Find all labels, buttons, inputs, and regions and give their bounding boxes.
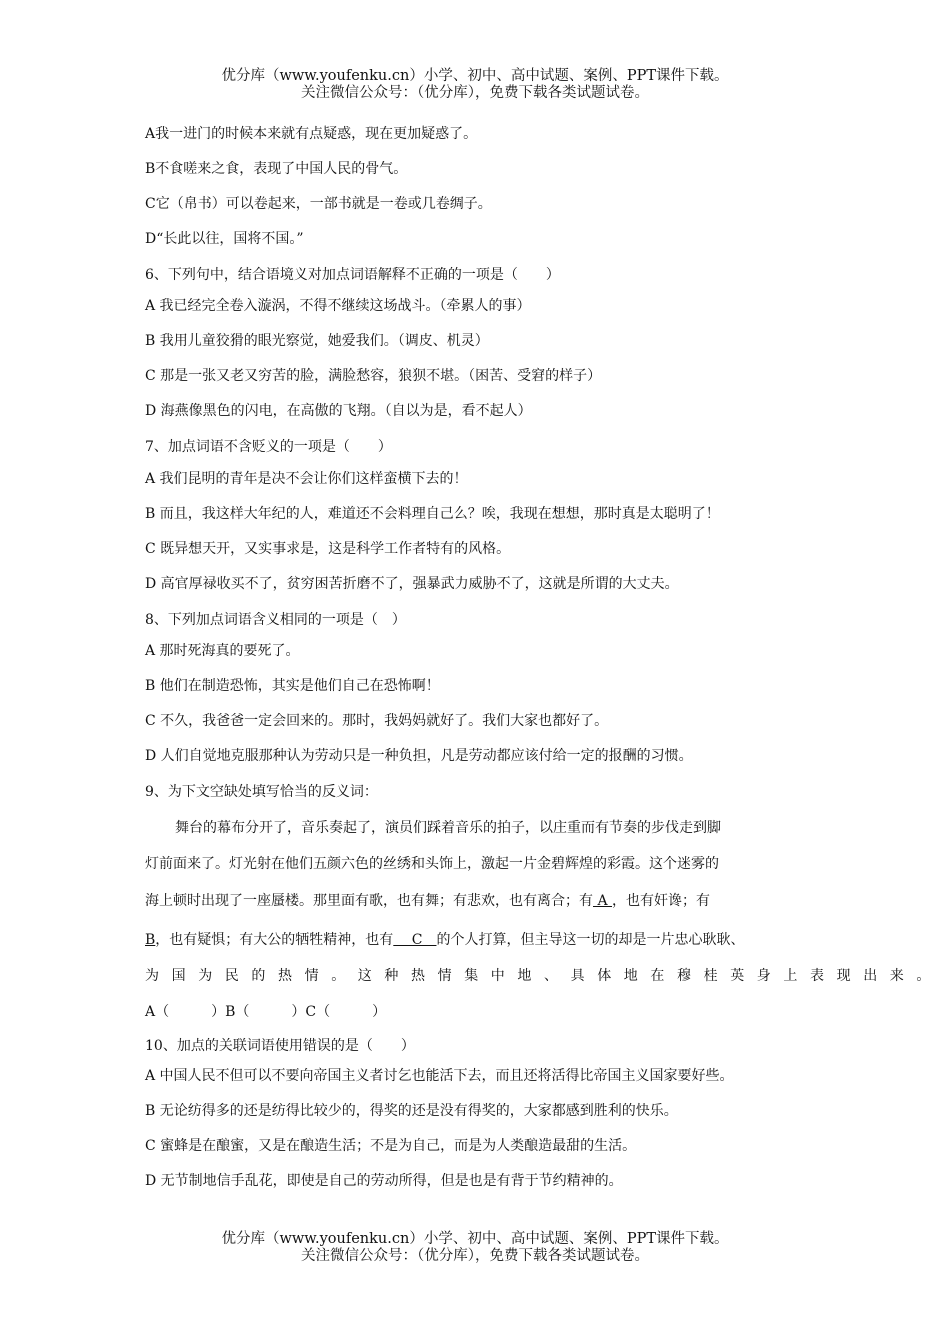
question-10-option-b: B 无论纺得多的还是纺得比较少的，得奖的还是没有得奖的，大家都感到胜利的快乐。: [145, 1103, 678, 1119]
question-8-stem: 8、下列加点词语含义相同的一项是（ ）: [145, 612, 406, 628]
page-header: [0, 68, 950, 102]
question-8-option-b: B 他们在制造恐怖，其实是他们自己在恐怖啊！: [145, 678, 440, 694]
page-footer: [0, 1231, 950, 1265]
question-7-option-a: A 我们昆明的青年是决不会让你们这样蛮横下去的！: [145, 471, 468, 487]
question-9-paragraph-line-2: 灯前面来了。灯光射在他们五颜六色的丝绣和头饰上，激起一片金碧辉煌的彩霞。这个迷雾的: [145, 856, 719, 872]
question-10-option-d: D 无节制地信手乱花，即使是自己的劳动所得，但是也是有背于节约精神的。: [145, 1173, 623, 1189]
question-7-option-d: D 高官厚禄收买不了，贫穷困苦折磨不了，强暴武力威胁不了，这就是所谓的大丈夫。: [145, 576, 679, 592]
paragraph-text: 的个人打算，但主导这一切的却是一片忠心耿耿、: [436, 932, 745, 948]
question-6-option-a: A 我已经完全卷入漩涡，不得不继续这场战斗。（牵累人的事）: [145, 298, 531, 314]
question-10-stem: 10、加点的关联词语使用错误的是（ ）: [145, 1038, 415, 1054]
question-8-option-c: C 不久，我爸爸一定会回来的。那时，我妈妈就好了。我们大家也都好了。: [145, 713, 609, 729]
header-line-1: 优分库（www.youfenku.cn）小学、初中、高中试题、案例、PPT课件下载。: [221, 68, 729, 84]
question-9-paragraph-line-5: 为国为民的热情。这种热情集中地、具体地在穆桂英身上表现出来。: [145, 968, 943, 984]
paragraph-text: 海上顿时出现了一座蜃楼。那里面有歌，也有舞；有悲欢，也有离合；有: [145, 893, 593, 909]
header-line-2: 关注微信公众号：（优分库），免费下载各类试题试卷。: [301, 85, 649, 101]
option-c: C它（帛书）可以卷起来，一部书就是一卷或几卷绸子。: [145, 196, 492, 212]
question-6-option-c: C 那是一张又老又穷苦的脸，满脸愁容，狼狈不堪。（困苦、受窘的样子）: [145, 368, 602, 384]
paragraph-text: ，也有疑惧；有大公的牺牲精神，也有: [155, 932, 394, 948]
question-8-option-d: D 人们自觉地克服那种认为劳动只是一种负担，凡是劳动都应该付给一定的报酬的习惯。: [145, 748, 693, 764]
paragraph-text: ，也有奸谗；有: [612, 893, 711, 909]
question-9-answer-row: A（ ）B（ ）C（ ）: [145, 1004, 387, 1020]
question-8-option-a: A 那时死海真的要死了。: [145, 643, 300, 659]
question-6-option-b: B 我用儿童狡猾的眼光察觉，她爱我们。（调皮、机灵）: [145, 333, 489, 349]
blank-b: B: [145, 932, 156, 948]
blank-c: C: [393, 932, 437, 948]
footer-line-1: 优分库（www.youfenku.cn）小学、初中、高中试题、案例、PPT课件下载。: [221, 1231, 729, 1247]
question-6-stem: 6、下列句中，结合语境义对加点词语解释不正确的一项是（ ）: [145, 267, 560, 283]
question-7-stem: 7、加点词语不含贬义的一项是（ ）: [145, 439, 392, 455]
footer-line-2: 关注微信公众号：（优分库），免费下载各类试题试卷。: [301, 1248, 649, 1264]
question-9-paragraph-line-4: [145, 930, 744, 950]
question-6-option-d: D 海燕像黑色的闪电，在高傲的飞翔。（自以为是，看不起人）: [145, 403, 532, 419]
question-7-option-c: C 既异想天开，又实事求是，这是科学工作者特有的风格。: [145, 541, 511, 557]
question-10-option-a: A 中国人民不但可以不要向帝国主义者讨乞也能活下去，而且还将活得比帝国主义国家要好些。: [145, 1068, 734, 1084]
question-9-paragraph-line-1: 舞台的幕布分开了，音乐奏起了，演员们踩着音乐的拍子，以庄重而有节奏的步伐走到脚: [175, 820, 721, 836]
option-b: B不食嗟来之食，表现了中国人民的骨气。: [145, 161, 408, 177]
option-d: D“长此以往，国将不国。”: [145, 231, 304, 247]
question-9-stem: 9、为下文空缺处填写恰当的反义词：: [145, 784, 378, 800]
question-7-option-b: B 而且，我这样大年纪的人，难道还不会料理自己么？唉，我现在想想，那时真是太聪明了！: [145, 506, 720, 522]
question-9-paragraph-line-3: [145, 891, 710, 911]
blank-a: A: [593, 893, 613, 909]
option-a: A我一进门的时候本来就有点疑惑，现在更加疑惑了。: [145, 126, 478, 142]
question-10-option-c: C 蜜蜂是在酿蜜，又是在酿造生活；不是为自己，而是为人类酿造最甜的生活。: [145, 1138, 637, 1154]
